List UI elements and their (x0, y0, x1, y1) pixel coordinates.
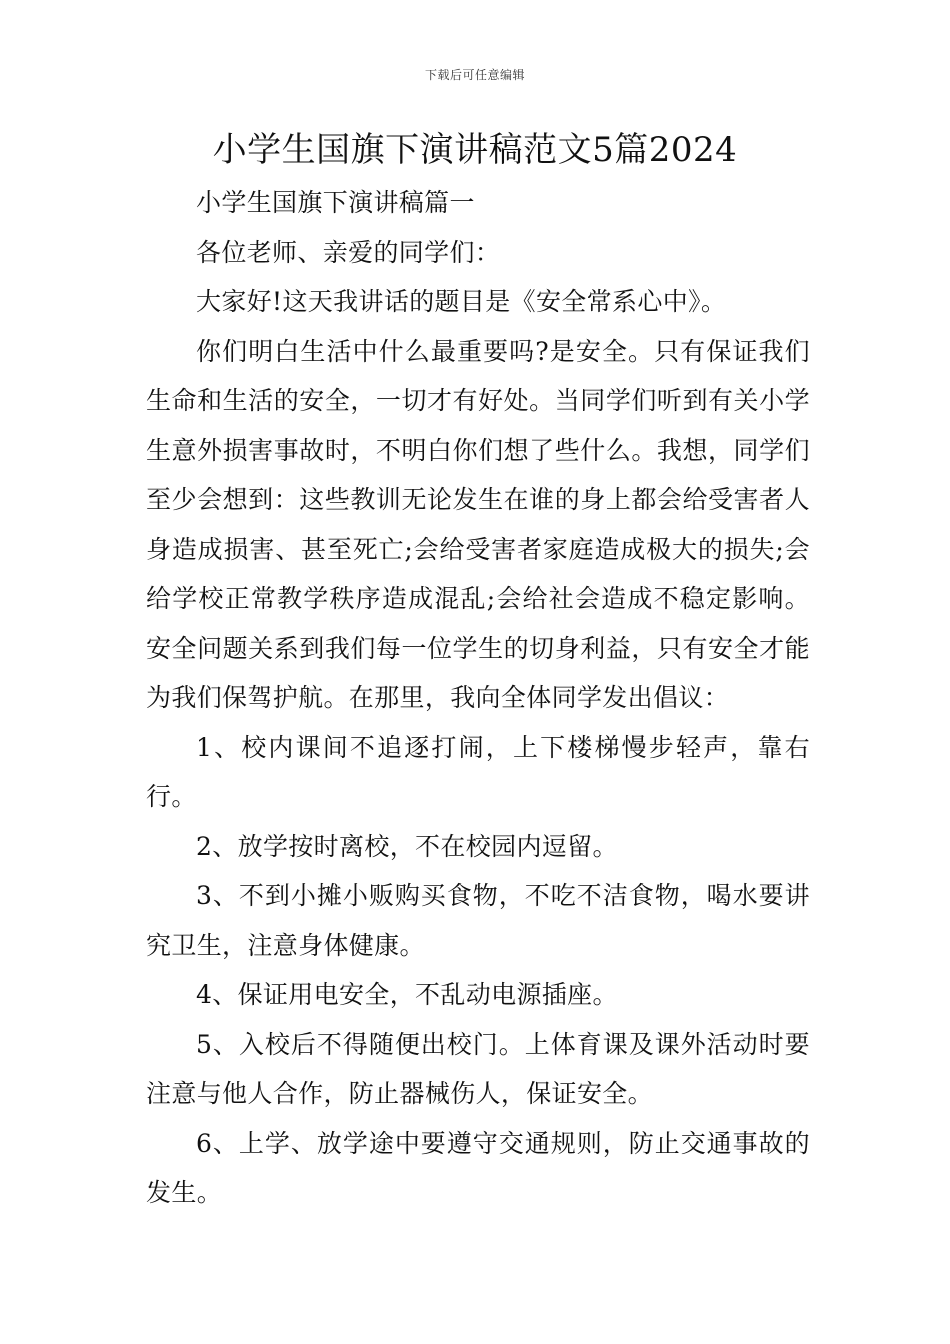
proposal-item-6: 6、上学、放学途中要遵守交通规则，防止交通事故的发生。 (146, 1128, 810, 1207)
greeting-paragraph: 大家好!这天我讲话的题目是《安全常系心中》。 (196, 287, 727, 316)
salutation: 各位老师、亲爱的同学们： (196, 237, 501, 267)
proposal-item-3: 3、不到小摊小贩购买食物，不吃不洁食物，喝水要讲究卫生，注意身体健康。 (146, 881, 810, 960)
document-title: 小学生国旗下演讲稿范文5篇2024 (212, 130, 738, 170)
proposal-item-5: 5、入校后不得随便出校门。上体育课及课外活动时要注意与他人合作，防止器械伤人，保证安全。 (146, 1029, 810, 1108)
header-note: 下载后可任意编辑 (424, 68, 525, 82)
proposal-item-1: 1、校内课间不追逐打闹，上下楼梯慢步轻声，靠右行。 (146, 732, 810, 811)
proposal-item-4: 4、保证用电安全，不乱动电源插座。 (196, 980, 618, 1009)
proposal-item-2: 2、放学按时离校，不在校园内逗留。 (196, 831, 618, 861)
body-paragraph: 你们明白生活中什么最重要吗?是安全。只有保证我们生命和生活的安全，一切才有好处。当同学们听到有关小学生意外损害事故时，不明白你们想了些什么。我想，同学们至少会想到：这些教训无论发生在谁的身上都会给受害者人身造成损害、甚至死亡;会给受害者家庭造成极大的损失;会给学校正常教学秩序造成混乱;会给社会造成不稳定影响。安全问题关系到我们每一位学生的切身利益，只有安全才能为我们保驾护航。在那里，我向全体同学发出倡议： (146, 336, 810, 712)
section-heading: 小学生国旗下演讲稿篇一 (196, 188, 475, 217)
document-body (146, 178, 810, 1218)
